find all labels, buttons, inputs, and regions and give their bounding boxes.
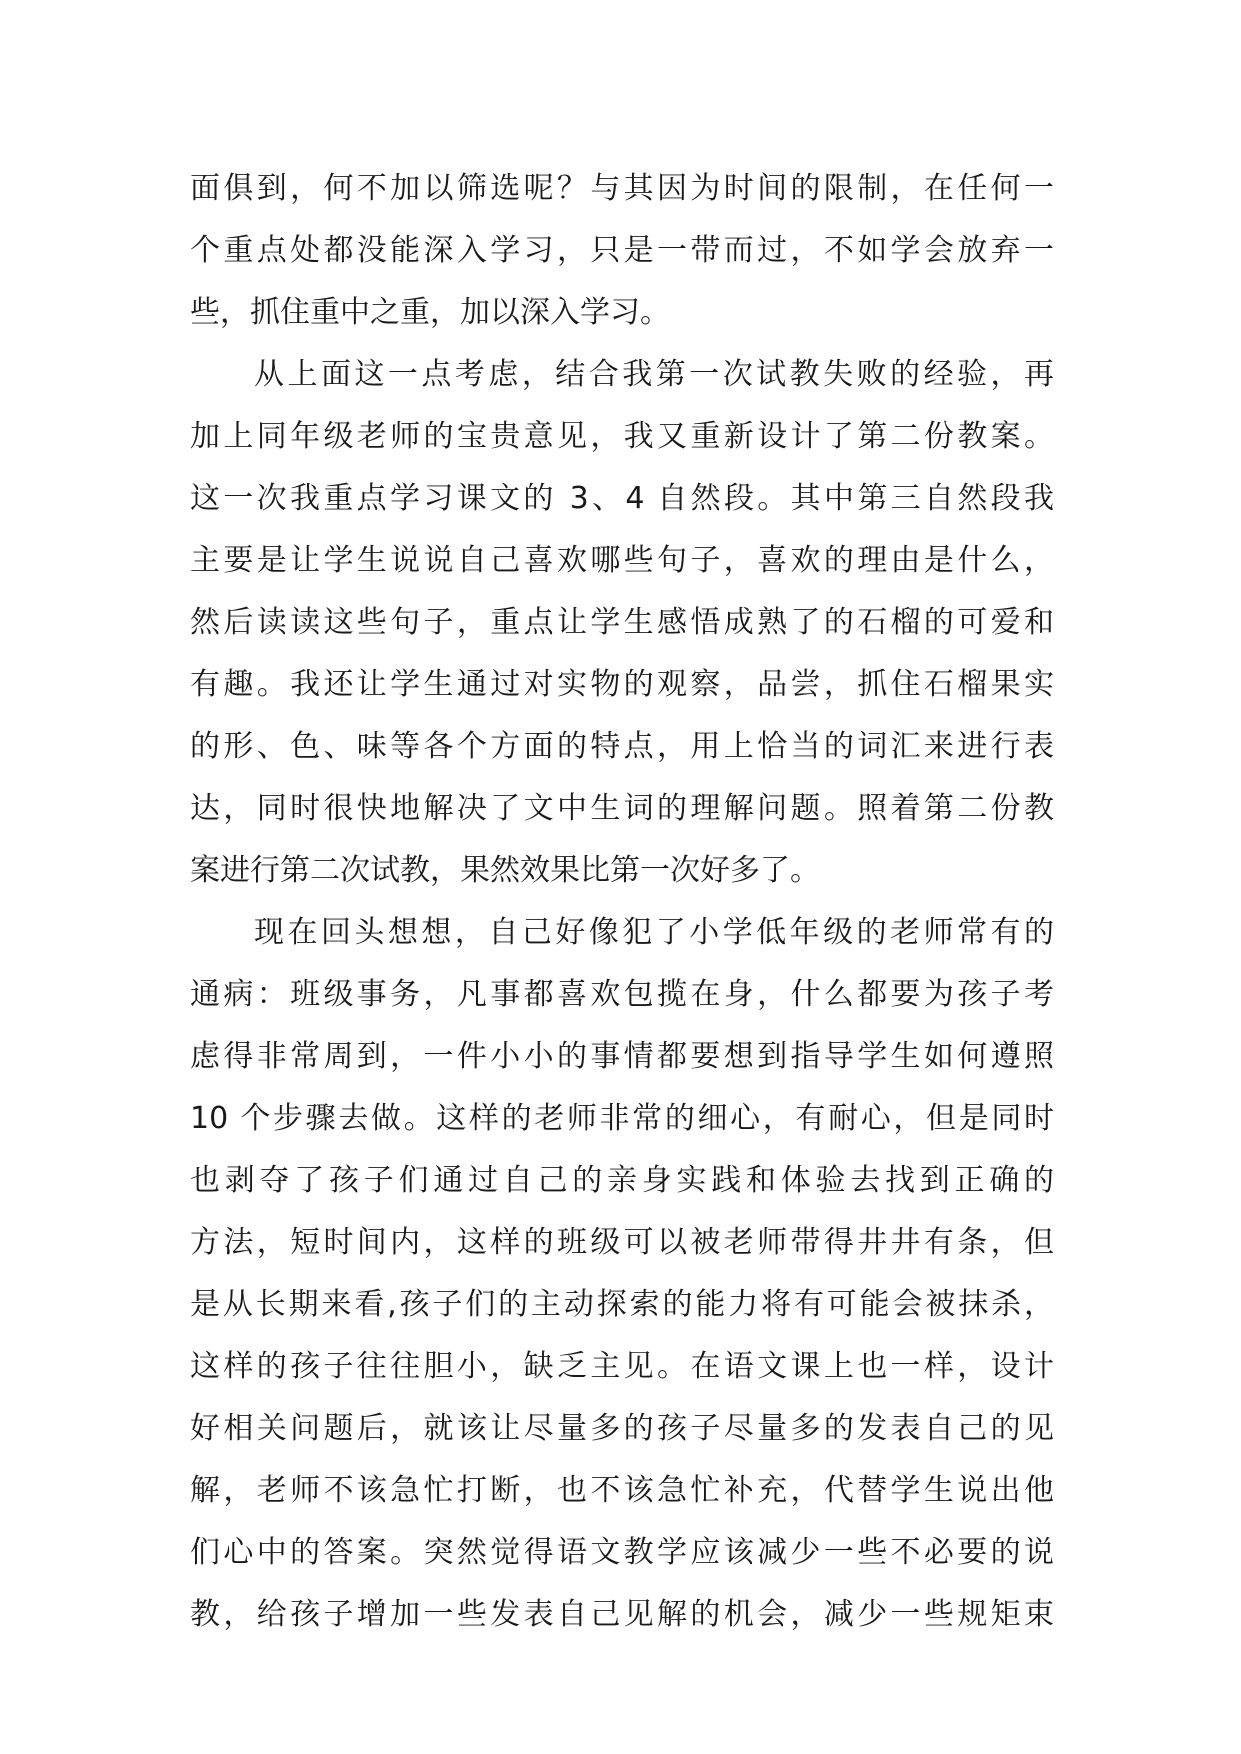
paragraph-first-line: 从上面这一点考虑，结合我第一次试教失败的经验，再 xyxy=(254,357,1054,392)
text-line: 加上同年级老师的宝贵意见，我又重新设计了第二份教案。 xyxy=(190,419,1054,454)
text-line: 虑得非常周到，一件小小的事情都要想到指导学生如何遵照 xyxy=(190,1039,1054,1074)
text-line: 教，给孩子增加一些发表自己见解的机会，减少一些规矩束 xyxy=(190,1597,1054,1632)
text-line: 这样的孩子往往胆小，缺乏主见。在语文课上也一样，设计 xyxy=(190,1349,1054,1384)
text-line: 也剥夺了孩子们通过自己的亲身实践和体验去找到正确的 xyxy=(190,1163,1054,1198)
paragraph-first-line: 现在回头想想，自己好像犯了小学低年级的老师常有的 xyxy=(254,915,1054,950)
text-line: 面俱到，何不加以筛选呢？与其因为时间的限制，在任何一 xyxy=(190,171,1054,206)
text-line: 10 个步骤去做。这样的老师非常的细心，有耐心，但是同时 xyxy=(190,1101,1054,1136)
text-line: 些，抓住重中之重，加以深入学习。 xyxy=(190,295,670,330)
text-line: 好相关问题后，就该让尽量多的孩子尽量多的发表自己的见 xyxy=(190,1411,1054,1446)
text-line: 们心中的答案。突然觉得语文教学应该减少一些不必要的说 xyxy=(190,1535,1054,1570)
text-line: 这一次我重点学习课文的 3、4 自然段。其中第三自然段我 xyxy=(190,481,1054,516)
text-line: 是从长期来看,孩子们的主动探索的能力将有可能会被抹杀， xyxy=(190,1287,1054,1322)
text-line: 有趣。我还让学生通过对实物的观察，品尝，抓住石榴果实 xyxy=(190,667,1054,702)
text-line: 的形、色、味等各个方面的特点，用上恰当的词汇来进行表 xyxy=(190,729,1054,764)
text-line: 解，老师不该急忙打断，也不该急忙补充，代替学生说出他 xyxy=(190,1473,1054,1508)
text-line: 达，同时很快地解决了文中生词的理解问题。照着第二份教 xyxy=(190,791,1054,826)
text-line: 然后读读这些句子，重点让学生感悟成熟了的石榴的可爱和 xyxy=(190,605,1054,640)
text-line: 个重点处都没能深入学习，只是一带而过，不如学会放弃一 xyxy=(190,233,1054,268)
text-line: 通病：班级事务，凡事都喜欢包揽在身，什么都要为孩子考 xyxy=(190,977,1054,1012)
text-line: 方法，短时间内，这样的班级可以被老师带得井井有条，但 xyxy=(190,1225,1054,1260)
text-line: 主要是让学生说说自己喜欢哪些句子，喜欢的理由是什么， xyxy=(190,543,1054,578)
document-body xyxy=(190,158,1054,1646)
text-line: 案进行第二次试教，果然效果比第一次好多了。 xyxy=(190,853,820,888)
